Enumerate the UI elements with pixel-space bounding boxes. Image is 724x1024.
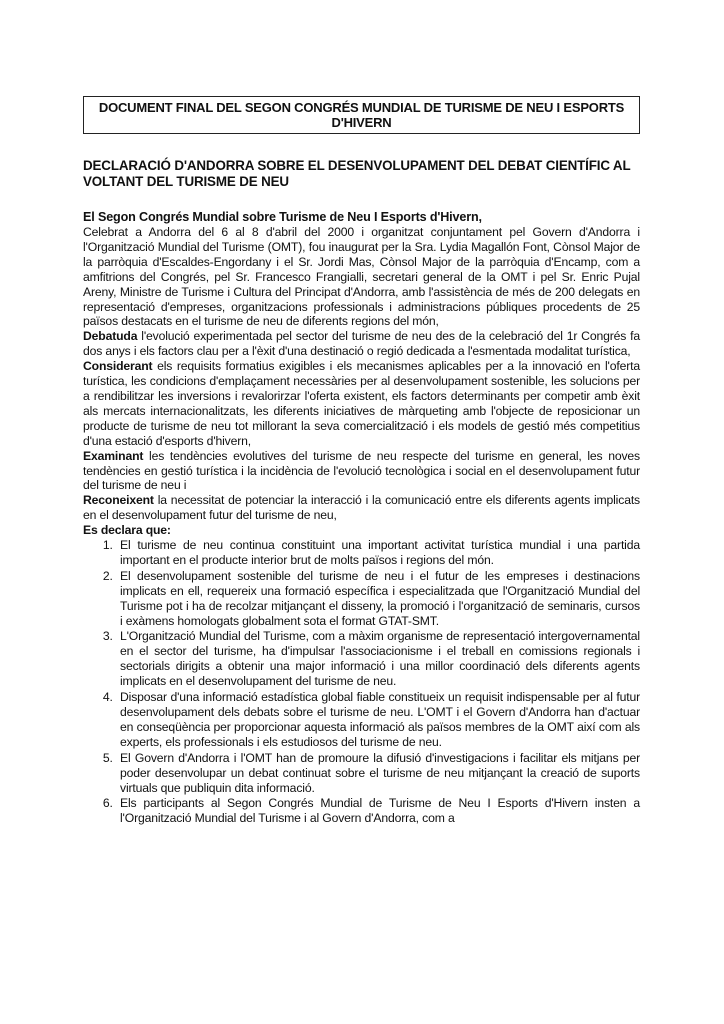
list-item: 3. L'Organització Mundial del Turisme, com a màxim organisme de representació intergovernamental en el sector del turisme, ha d'impulsar l'associacionisme i el treball en comissions regionals i sectorials dirigits a obtenir una major informació i una millor coordinació dels diferents agents implicats en el desenvolupament del turisme de neu. — [116, 629, 640, 689]
clause-debatuda — [83, 329, 640, 359]
clause-keyword: Reconeixent — [83, 493, 154, 508]
clause-text: l'evolució experimentada pel sector del turisme de neu des de la celebració del 1r Congrés fa dos anys i els factors clau per a l'èxit d'una destinació o regió dedicada a l'esmentada modalitat turística, — [83, 329, 640, 359]
clause-keyword: Examinant — [83, 448, 144, 463]
list-item: 1. El turisme de neu continua constituint una important activitat turística mundial i una partida important en el producte interior brut de molts països i regions del món. — [116, 538, 640, 568]
document-page — [83, 96, 640, 827]
clause-considerant — [83, 359, 640, 448]
clause-reconeixent — [83, 493, 640, 523]
document-title-box — [83, 96, 640, 134]
clause-examinant — [83, 449, 640, 494]
declaration-list — [83, 538, 640, 826]
clause-text: la necessitat de potenciar la interacció i la comunicació entre els diferents agents implicats en el desenvolupament futur del turisme de neu, — [83, 493, 640, 523]
congress-heading: El Segon Congrés Mundial sobre Turisme de Neu I Esports d'Hivern, — [83, 210, 482, 224]
declaration-heading: DECLARACIÓ D'ANDORRA SOBRE EL DESENVOLUPAMENT DEL DEBAT CIENTÍFIC AL VOLTANT DEL TURISME DE NEU — [83, 158, 631, 189]
list-item: 2. El desenvolupament sostenible del turisme de neu i el futur de les empreses i destinacions implicats en ell, requereix una formació específica i especialitzada que l'Organització Mundial del Turisme pot i ha de recolzar mitjançant el disseny, la promoció i l'organització de seminaris, cursos i exàmens homologats globalment sota el format GTAT-SMT. — [116, 569, 640, 629]
list-item: 5. El Govern d'Andorra i l'OMT han de promoure la difusió d'investigacions i facilitar els mitjans per poder desenvolupar un debat continuat sobre el turisme de neu mitjançant la creació de suports virtuals que publiquin dita informació. — [116, 751, 640, 796]
clause-keyword: Debatuda — [83, 329, 138, 344]
list-item: 4. Disposar d'una informació estadística global fiable constitueix un requisit indispensable per al futur desenvolupament dels debats sobre el turisme de neu. L'OMT i el Govern d'Andorra han d'actuar en conseqüència per proporcionar aquesta informació als països membres de la OMT així com als experts, els professionals i els estudiosos del turisme de neu. — [116, 690, 640, 750]
document-title: DOCUMENT FINAL DEL SEGON CONGRÉS MUNDIAL DE TURISME DE NEU I ESPORTS D'HIVERN — [98, 100, 625, 130]
clause-text: els requisits formatius exigibles i els mecanismes aplicables per a la innovació en l'oferta turística, les condicions d'emplaçament necessàries per al desenvolupament sostenible, les solucions per a rendibilitzar les inversions i revalorirzar l'oferta existent, els factors determinants per competir amb èxit als mercats internacionalitzats, les diferents iniciatives de màrqueting amb l'objecte de reposicionar un producte de turisme de neu tot millorant la seva comercialització i els models de gestió més competitius d'una estació d'esports d'hivern, — [83, 359, 640, 448]
document-body — [83, 225, 640, 826]
clause-keyword: Considerant — [83, 359, 153, 374]
list-item: 6. Els participants al Segon Congrés Mundial de Turisme de Neu I Esports d'Hivern insten a l'Organització Mundial del Turisme i al Govern d'Andorra, com a — [116, 796, 640, 826]
clause-text: les tendències evolutives del turisme de neu respecte del turisme en general, les noves tendències en gestió turística i la incidència de l'evolució tecnològica i social en el desenvolupament futur del turisme de neu i — [83, 448, 640, 493]
declares-label: Es declara que: — [83, 523, 171, 538]
intro-paragraph: Celebrat a Andorra del 6 al 8 d'abril del 2000 i organitzat conjuntament pel Govern d'Andorra i l'Organització Mundial del Turisme (OMT), fou inaugurat per la Sra. Lydia Magallón Font, Cònsol Major de la parròquia d'Escaldes-Engordany i el Sr. Jordi Mas, Cònsol Major de la parròquia d'Encamp, com a amfitrions del Congrés, pel Sr. Francesco Frangialli, secretari general de la OMT i pel Sr. Enric Pujal Areny, Ministre de Turisme i Cultura del Principat d'Andorra, amb l'assistència de més de 200 delegats en representació d'empreses, organitzacions professionals i administracions públiques procedents de 25 països destacats en el turisme de neu de diferents regions del món, — [83, 225, 640, 329]
